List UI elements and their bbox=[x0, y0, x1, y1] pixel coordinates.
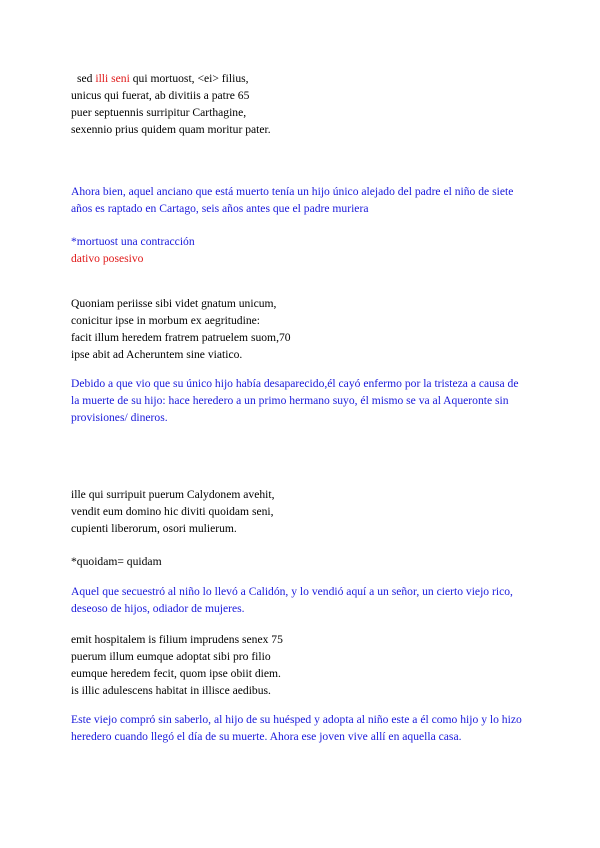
latin-line: ipse abit ad Acheruntem sine viatico. bbox=[71, 348, 243, 361]
latin-line: eumque heredem fecit, quom ipse obiit diem. bbox=[71, 667, 281, 680]
latin-line: unicus qui fuerat, ab divitiis a patre 65 bbox=[71, 89, 250, 102]
latin-line: vendit eum domino hic diviti quoidam seni, bbox=[71, 505, 274, 518]
latin-line: sed illi seni qui mortuost, <ei> filius, bbox=[77, 72, 249, 85]
contraction-note: *mortuost una contracción bbox=[71, 235, 195, 248]
latin-passage-1 bbox=[71, 70, 531, 138]
latin-line: cupienti liberorum, osori mulierum. bbox=[71, 522, 237, 535]
latin-line: is illic adulescens habitat in illisce aedibus. bbox=[71, 684, 271, 697]
latin-line: puer septuennis surripitur Carthagine, bbox=[71, 106, 247, 119]
highlighted-phrase: illi seni bbox=[95, 72, 130, 85]
latin-passage-4 bbox=[71, 631, 531, 699]
latin-passage-3 bbox=[71, 486, 531, 537]
latin-line: emit hospitalem is filium imprudens senex 75 bbox=[71, 633, 283, 646]
latin-line: facit illum heredem fratrem patruelem suom,70 bbox=[71, 331, 291, 344]
latin-passage-2 bbox=[71, 295, 531, 363]
translation-2: Debido a que vio que su único hijo había desaparecido,él cayó enfermo por la tristeza a causa de la muerte de su hijo: hace heredero a un primo hermano suyo, él mismo se va al Aqueronte sin provisiones/ dineros. bbox=[71, 377, 519, 424]
note-3: *quoidam= quidam bbox=[71, 555, 162, 568]
notes-1 bbox=[71, 233, 531, 267]
translation-3: Aquel que secuestró al niño lo llevó a Calidón, y lo vendió aquí a un señor, un cierto viejo rico, deseoso de hijos, odiador de mujeres. bbox=[71, 585, 513, 615]
latin-line: ille qui surripuit puerum Calydonem avehit, bbox=[71, 488, 275, 501]
dative-note: dativo posesivo bbox=[71, 252, 144, 265]
latin-line: sexennio prius quidem quam moritur pater. bbox=[71, 123, 271, 136]
latin-line: conicitur ipse in morbum ex aegritudine: bbox=[71, 314, 260, 327]
latin-line: puerum illum eumque adoptat sibi pro filio bbox=[71, 650, 271, 663]
translation-4: Este viejo compró sin saberlo, al hijo de su huésped y adopta al niño este a él como hijo y lo hizo heredero cuando llegó el día de su muerte. Ahora ese joven vive allí en aquella casa. bbox=[71, 713, 522, 743]
translation-1: Ahora bien, aquel anciano que está muerto tenía un hijo único alejado del padre el niño de siete años es raptado en Cartago, seis años antes que el padre muriera bbox=[71, 185, 514, 215]
latin-line: Quoniam periisse sibi videt gnatum unicum, bbox=[71, 297, 277, 310]
